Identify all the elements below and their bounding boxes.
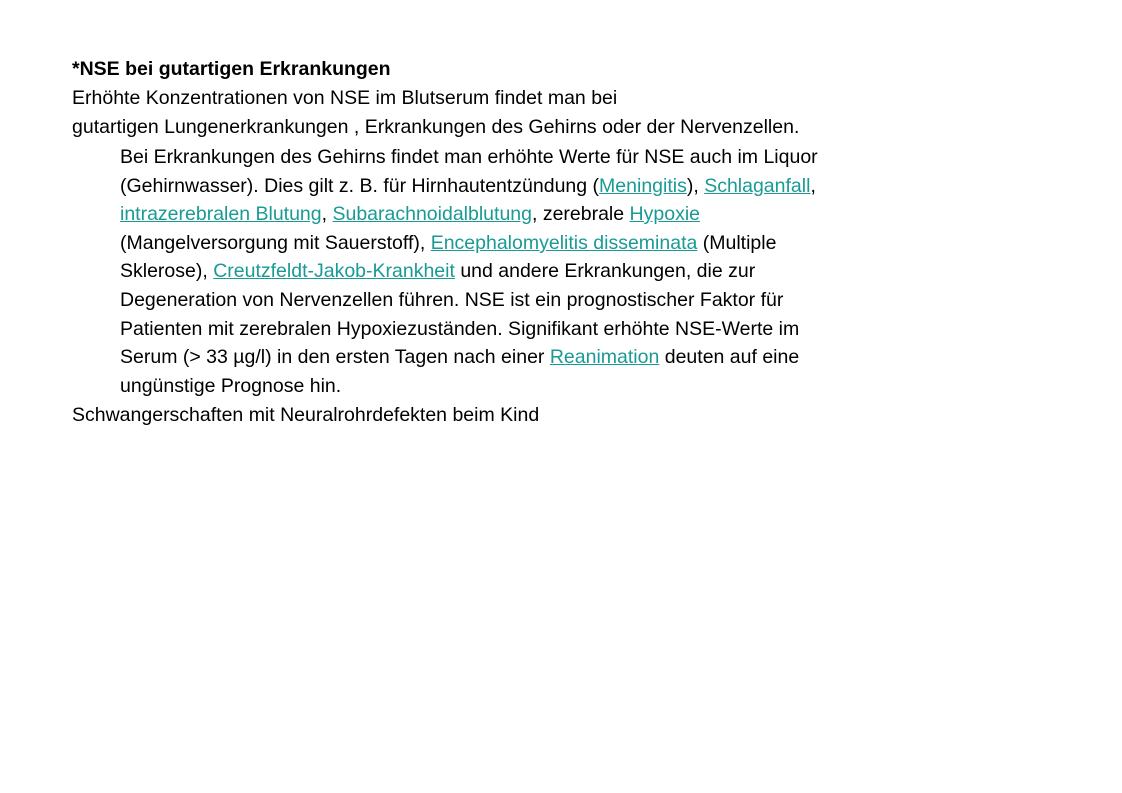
text-fragment: deuten auf eine [659, 346, 800, 368]
text-fragment: Serum (> 33 µg/l) in den ersten Tagen nach einer [120, 346, 550, 368]
text-fragment: , [321, 203, 333, 225]
text-fragment: ), [686, 175, 705, 197]
closing-line: Schwangerschaften mit Neuralrohrdefekten beim Kind [72, 404, 540, 426]
link-schlaganfall[interactable]: Schlaganfall [704, 175, 811, 197]
document-title: *NSE bei gutartigen Erkrankungen [72, 58, 391, 80]
paragraph-line-5 [120, 259, 755, 283]
text-fragment: und andere Erkrankungen, die zur [454, 260, 756, 282]
link-creutzfeldt-jakob-krankheit[interactable]: Creutzfeldt-Jakob-Krankheit [213, 260, 455, 282]
text-fragment: , zerebrale [531, 203, 630, 225]
intro-line-2: gutartigen Lungenerkrankungen , Erkrankungen des Gehirns oder der Nervenzellen. [72, 116, 800, 138]
paragraph-line-3 [120, 202, 700, 226]
link-intrazerebralen-blutung[interactable]: intrazerebralen Blutung [120, 203, 322, 225]
paragraph-line-2 [120, 174, 816, 198]
text-fragment: Sklerose), [120, 260, 214, 282]
text-fragment: , [810, 175, 816, 197]
link-reanimation[interactable]: Reanimation [549, 346, 660, 368]
link-encephalomyelitis-disseminata[interactable]: Encephalomyelitis disseminata [430, 232, 698, 254]
paragraph-line-4 [120, 231, 776, 255]
text-fragment: (Gehirnwasser). Dies gilt z. B. für Hirnhautentzündung ( [120, 175, 600, 197]
paragraph-line-6: Degeneration von Nervenzellen führen. NSE ist ein prognostischer Faktor für [120, 289, 784, 311]
text-fragment: (Multiple [697, 232, 777, 254]
paragraph-line-8 [120, 345, 799, 369]
link-subarachnoidalblutung[interactable]: Subarachnoidalblutung [332, 203, 532, 225]
paragraph-line-1: Bei Erkrankungen des Gehirns findet man erhöhte Werte für NSE auch im Liquor [120, 146, 818, 168]
text-fragment: (Mangelversorgung mit Sauerstoff), [120, 232, 431, 254]
paragraph-line-9: ungünstige Prognose hin. [120, 375, 342, 397]
paragraph-line-7: Patienten mit zerebralen Hypoxiezuständen. Signifikant erhöhte NSE-Werte im [120, 318, 800, 340]
intro-line-1: Erhöhte Konzentrationen von NSE im Blutserum findet man bei [72, 87, 618, 109]
link-hypoxie[interactable]: Hypoxie [629, 203, 700, 225]
link-meningitis[interactable]: Meningitis [599, 175, 687, 197]
